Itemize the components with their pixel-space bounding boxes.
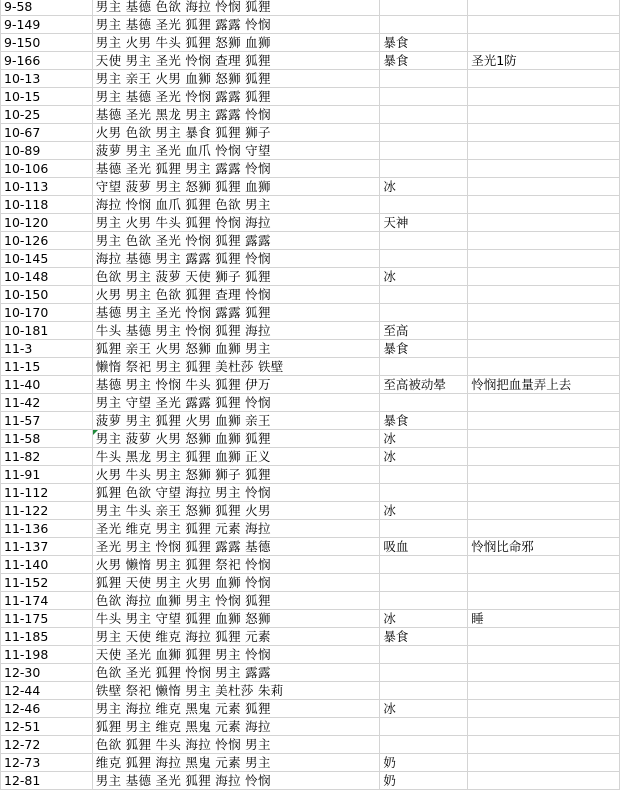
level-cell[interactable]: 11-40 <box>1 376 93 394</box>
table-row <box>1 106 620 124</box>
note-cell[interactable] <box>380 0 468 16</box>
team-cell[interactable]: 天使 圣光 血狮 狐狸 男主 怜悯 <box>92 646 380 664</box>
remark-cell[interactable] <box>468 412 620 430</box>
note-cell[interactable] <box>380 196 468 214</box>
table-row <box>1 700 620 718</box>
table-row <box>1 538 620 556</box>
table-row <box>1 520 620 538</box>
table-row <box>1 0 620 16</box>
team-cell[interactable]: 火男 牛头 男主 怒狮 狮子 狐狸 <box>92 466 380 484</box>
table-row <box>1 394 620 412</box>
team-cell[interactable]: 海拉 怜悯 血爪 狐狸 色欲 男主 <box>92 196 380 214</box>
team-cell[interactable]: 基德 男主 圣光 怜悯 露露 狐狸 <box>92 304 380 322</box>
note-cell[interactable]: 冰 <box>380 430 468 448</box>
team-cell[interactable]: 维克 狐狸 海拉 黑鬼 元素 男主 <box>92 754 380 772</box>
level-cell[interactable]: 11-15 <box>1 358 93 376</box>
team-cell[interactable]: 男主 牛头 亲王 怒狮 狐狸 火男 <box>92 502 380 520</box>
table-row <box>1 502 620 520</box>
team-cell[interactable]: 基德 男主 怜悯 牛头 狐狸 伊万 <box>92 376 380 394</box>
team-cell[interactable]: 男主 菠萝 火男 怒狮 血狮 狐狸 <box>92 430 380 448</box>
team-cell[interactable]: 牛头 男主 守望 狐狸 血狮 怒狮 <box>92 610 380 628</box>
remark-cell[interactable] <box>468 430 620 448</box>
remark-cell[interactable] <box>468 556 620 574</box>
team-cell[interactable]: 火男 懒惰 男主 狐狸 祭祀 怜悯 <box>92 556 380 574</box>
level-cell[interactable]: 10-106 <box>1 160 93 178</box>
level-cell[interactable]: 10-113 <box>1 178 93 196</box>
remark-cell[interactable] <box>468 772 620 790</box>
note-cell[interactable]: 吸血 <box>380 538 468 556</box>
level-cell[interactable]: 11-112 <box>1 484 93 502</box>
team-cell[interactable]: 男主 基德 圣光 怜悯 露露 狐狸 <box>92 88 380 106</box>
team-cell[interactable]: 色欲 海拉 血狮 男主 怜悯 狐狸 <box>92 592 380 610</box>
remark-cell[interactable] <box>468 286 620 304</box>
note-cell[interactable] <box>380 142 468 160</box>
level-cell[interactable]: 12-30 <box>1 664 93 682</box>
table-row <box>1 574 620 592</box>
table-row <box>1 718 620 736</box>
level-cell[interactable]: 10-145 <box>1 250 93 268</box>
remark-cell[interactable] <box>468 124 620 142</box>
table-row <box>1 232 620 250</box>
team-cell[interactable]: 狐狸 亲王 火男 怒狮 血狮 男主 <box>92 340 380 358</box>
remark-cell[interactable] <box>468 520 620 538</box>
level-cell[interactable]: 11-122 <box>1 502 93 520</box>
level-cell[interactable]: 11-136 <box>1 520 93 538</box>
team-cell[interactable]: 色欲 男主 菠萝 天使 狮子 狐狸 <box>92 268 380 286</box>
remark-cell[interactable] <box>468 466 620 484</box>
note-cell[interactable] <box>380 466 468 484</box>
team-cell[interactable]: 火男 男主 色欲 狐狸 查理 怜悯 <box>92 286 380 304</box>
team-cell[interactable]: 男主 火男 牛头 狐狸 怒狮 血狮 <box>92 34 380 52</box>
team-cell[interactable]: 守望 菠萝 男主 怒狮 狐狸 血狮 <box>92 178 380 196</box>
level-cell[interactable]: 10-25 <box>1 106 93 124</box>
remark-cell[interactable] <box>468 502 620 520</box>
note-cell[interactable]: 冰 <box>380 178 468 196</box>
table-row <box>1 628 620 646</box>
team-cell[interactable]: 色欲 圣光 狐狸 怜悯 男主 露露 <box>92 664 380 682</box>
note-cell[interactable] <box>380 358 468 376</box>
level-cell[interactable]: 11-175 <box>1 610 93 628</box>
level-cell[interactable]: 10-181 <box>1 322 93 340</box>
spreadsheet-body <box>1 0 620 790</box>
remark-cell[interactable] <box>468 754 620 772</box>
level-cell[interactable]: 9-149 <box>1 16 93 34</box>
note-cell[interactable]: 暴食 <box>380 412 468 430</box>
remark-cell[interactable] <box>468 268 620 286</box>
team-cell[interactable]: 圣光 男主 怜悯 狐狸 露露 基德 <box>92 538 380 556</box>
remark-cell[interactable] <box>468 0 620 16</box>
remark-cell[interactable] <box>468 106 620 124</box>
note-cell[interactable] <box>380 574 468 592</box>
remark-cell[interactable] <box>468 70 620 88</box>
note-cell[interactable] <box>380 250 468 268</box>
remark-cell[interactable]: 睡 <box>468 610 620 628</box>
note-cell[interactable]: 至高被动晕 <box>380 376 468 394</box>
table-row <box>1 268 620 286</box>
team-cell[interactable]: 菠萝 男主 狐狸 火男 血狮 亲王 <box>92 412 380 430</box>
table-row <box>1 124 620 142</box>
level-cell[interactable]: 11-58 <box>1 430 93 448</box>
table-row <box>1 448 620 466</box>
table-row <box>1 16 620 34</box>
team-cell[interactable]: 男主 基德 圣光 狐狸 露露 怜悯 <box>92 16 380 34</box>
table-row <box>1 592 620 610</box>
table-row <box>1 160 620 178</box>
table-row <box>1 664 620 682</box>
level-cell[interactable]: 11-91 <box>1 466 93 484</box>
remark-cell[interactable] <box>468 322 620 340</box>
note-cell[interactable]: 冰 <box>380 700 468 718</box>
level-cell[interactable]: 12-46 <box>1 700 93 718</box>
note-cell[interactable] <box>380 592 468 610</box>
team-cell[interactable]: 懒惰 祭祀 男主 狐狸 美杜莎 铁壁 <box>92 358 380 376</box>
remark-cell[interactable] <box>468 484 620 502</box>
note-cell[interactable]: 冰 <box>380 268 468 286</box>
team-cell[interactable]: 狐狸 天使 男主 火男 血狮 怜悯 <box>92 574 380 592</box>
level-cell[interactable]: 11-42 <box>1 394 93 412</box>
remark-cell[interactable] <box>468 394 620 412</box>
note-cell[interactable] <box>380 286 468 304</box>
note-cell[interactable] <box>380 664 468 682</box>
note-cell[interactable] <box>380 646 468 664</box>
remark-cell[interactable] <box>468 574 620 592</box>
team-cell[interactable]: 色欲 狐狸 牛头 海拉 怜悯 男主 <box>92 736 380 754</box>
remark-cell[interactable] <box>468 34 620 52</box>
team-cell[interactable]: 圣光 维克 男主 狐狸 元素 海拉 <box>92 520 380 538</box>
table-row <box>1 142 620 160</box>
team-cell[interactable]: 男主 守望 圣光 露露 狐狸 怜悯 <box>92 394 380 412</box>
level-cell[interactable]: 10-126 <box>1 232 93 250</box>
team-cell[interactable]: 天使 男主 圣光 怜悯 查理 狐狸 <box>92 52 380 70</box>
team-cell[interactable]: 基德 圣光 狐狸 男主 露露 怜悯 <box>92 160 380 178</box>
level-cell[interactable]: 10-118 <box>1 196 93 214</box>
table-row <box>1 772 620 790</box>
table-row <box>1 34 620 52</box>
level-cell[interactable]: 12-81 <box>1 772 93 790</box>
table-row <box>1 196 620 214</box>
level-cell[interactable]: 12-73 <box>1 754 93 772</box>
remark-cell[interactable] <box>468 646 620 664</box>
table-row <box>1 250 620 268</box>
table-row <box>1 376 620 394</box>
note-cell[interactable] <box>380 160 468 178</box>
remark-cell[interactable] <box>468 448 620 466</box>
level-cell[interactable]: 9-166 <box>1 52 93 70</box>
remark-cell[interactable] <box>468 592 620 610</box>
level-cell[interactable]: 9-58 <box>1 0 93 16</box>
remark-cell[interactable]: 圣光1防 <box>468 52 620 70</box>
level-cell[interactable]: 11-57 <box>1 412 93 430</box>
table-row <box>1 286 620 304</box>
team-cell[interactable]: 男主 基德 色欲 海拉 怜悯 狐狸 <box>92 0 380 16</box>
note-cell[interactable]: 天神 <box>380 214 468 232</box>
note-cell[interactable] <box>380 556 468 574</box>
note-cell[interactable] <box>380 682 468 700</box>
remark-cell[interactable] <box>468 178 620 196</box>
table-row <box>1 430 620 448</box>
level-cell[interactable]: 11-174 <box>1 592 93 610</box>
remark-cell[interactable] <box>468 250 620 268</box>
table-row <box>1 214 620 232</box>
level-cell[interactable]: 11-3 <box>1 340 93 358</box>
note-cell[interactable]: 冰 <box>380 448 468 466</box>
table-row <box>1 340 620 358</box>
note-cell[interactable] <box>380 304 468 322</box>
remark-cell[interactable] <box>468 232 620 250</box>
note-cell[interactable]: 奶 <box>380 772 468 790</box>
level-cell[interactable]: 10-15 <box>1 88 93 106</box>
remark-cell[interactable] <box>468 340 620 358</box>
table-row <box>1 610 620 628</box>
remark-cell[interactable] <box>468 664 620 682</box>
table-row <box>1 484 620 502</box>
team-cell[interactable]: 牛头 基德 男主 怜悯 狐狸 海拉 <box>92 322 380 340</box>
level-cell[interactable]: 11-137 <box>1 538 93 556</box>
team-cell[interactable]: 男主 火男 牛头 狐狸 怜悯 海拉 <box>92 214 380 232</box>
table-row <box>1 70 620 88</box>
remark-cell[interactable] <box>468 304 620 322</box>
team-cell[interactable]: 铁壁 祭祀 懒惰 男主 美杜莎 朱莉 <box>92 682 380 700</box>
level-cell[interactable]: 10-170 <box>1 304 93 322</box>
note-cell[interactable]: 暴食 <box>380 340 468 358</box>
team-cell[interactable]: 狐狸 色欲 守望 海拉 男主 怜悯 <box>92 484 380 502</box>
team-cell[interactable]: 菠萝 男主 圣光 血爪 怜悯 守望 <box>92 142 380 160</box>
remark-cell[interactable] <box>468 358 620 376</box>
table-row <box>1 466 620 484</box>
remark-cell[interactable] <box>468 682 620 700</box>
note-cell[interactable]: 冰 <box>380 502 468 520</box>
table-row <box>1 754 620 772</box>
remark-cell[interactable] <box>468 736 620 754</box>
remark-cell[interactable] <box>468 214 620 232</box>
note-cell[interactable] <box>380 718 468 736</box>
table-row <box>1 178 620 196</box>
level-cell[interactable]: 10-67 <box>1 124 93 142</box>
remark-cell[interactable] <box>468 142 620 160</box>
level-cell[interactable]: 10-120 <box>1 214 93 232</box>
note-cell[interactable]: 暴食 <box>380 628 468 646</box>
note-cell[interactable]: 暴食 <box>380 34 468 52</box>
remark-cell[interactable] <box>468 196 620 214</box>
team-cell[interactable]: 男主 基德 圣光 狐狸 海拉 怜悯 <box>92 772 380 790</box>
level-cell[interactable]: 11-152 <box>1 574 93 592</box>
remark-cell[interactable] <box>468 700 620 718</box>
team-cell[interactable]: 海拉 基德 男主 露露 狐狸 怜悯 <box>92 250 380 268</box>
note-cell[interactable] <box>380 394 468 412</box>
note-cell[interactable]: 奶 <box>380 754 468 772</box>
remark-cell[interactable]: 怜悯比命邪 <box>468 538 620 556</box>
remark-cell[interactable] <box>468 160 620 178</box>
team-cell[interactable]: 火男 色欲 男主 暴食 狐狸 狮子 <box>92 124 380 142</box>
note-cell[interactable]: 至高 <box>380 322 468 340</box>
table-row <box>1 322 620 340</box>
table-row <box>1 304 620 322</box>
level-cell[interactable]: 12-72 <box>1 736 93 754</box>
note-cell[interactable] <box>380 232 468 250</box>
level-cell[interactable]: 10-89 <box>1 142 93 160</box>
remark-cell[interactable] <box>468 88 620 106</box>
team-cell[interactable]: 狐狸 男主 维克 黑鬼 元素 海拉 <box>92 718 380 736</box>
team-cell[interactable]: 男主 海拉 维克 黑鬼 元素 狐狸 <box>92 700 380 718</box>
remark-cell[interactable]: 怜悯把血量弄上去 <box>468 376 620 394</box>
level-cell[interactable]: 10-150 <box>1 286 93 304</box>
team-cell[interactable]: 基德 圣光 黑龙 男主 露露 怜悯 <box>92 106 380 124</box>
note-cell[interactable] <box>380 736 468 754</box>
team-cell[interactable]: 男主 亲王 火男 血狮 怒狮 狐狸 <box>92 70 380 88</box>
level-cell[interactable]: 11-140 <box>1 556 93 574</box>
level-cell[interactable]: 11-198 <box>1 646 93 664</box>
note-cell[interactable] <box>380 88 468 106</box>
note-cell[interactable] <box>380 106 468 124</box>
level-cell[interactable]: 10-148 <box>1 268 93 286</box>
level-cell[interactable]: 11-185 <box>1 628 93 646</box>
note-cell[interactable] <box>380 124 468 142</box>
level-cell[interactable]: 9-150 <box>1 34 93 52</box>
remark-cell[interactable] <box>468 628 620 646</box>
level-cell[interactable]: 10-13 <box>1 70 93 88</box>
table-row <box>1 412 620 430</box>
team-cell[interactable]: 男主 天使 维克 海拉 狐狸 元素 <box>92 628 380 646</box>
note-cell[interactable]: 暴食 <box>380 52 468 70</box>
table-row <box>1 556 620 574</box>
table-row <box>1 736 620 754</box>
table-row <box>1 682 620 700</box>
note-cell[interactable] <box>380 16 468 34</box>
level-cell[interactable]: 11-82 <box>1 448 93 466</box>
table-row <box>1 646 620 664</box>
table-row <box>1 88 620 106</box>
remark-cell[interactable] <box>468 16 620 34</box>
team-cell[interactable]: 男主 色欲 圣光 怜悯 狐狸 露露 <box>92 232 380 250</box>
level-cell[interactable]: 12-44 <box>1 682 93 700</box>
note-cell[interactable] <box>380 484 468 502</box>
table-row <box>1 358 620 376</box>
note-cell[interactable]: 冰 <box>380 610 468 628</box>
table-row <box>1 52 620 70</box>
remark-cell[interactable] <box>468 718 620 736</box>
team-cell[interactable]: 牛头 黑龙 男主 狐狸 血狮 正义 <box>92 448 380 466</box>
note-cell[interactable] <box>380 520 468 538</box>
level-cell[interactable]: 12-51 <box>1 718 93 736</box>
note-cell[interactable] <box>380 70 468 88</box>
